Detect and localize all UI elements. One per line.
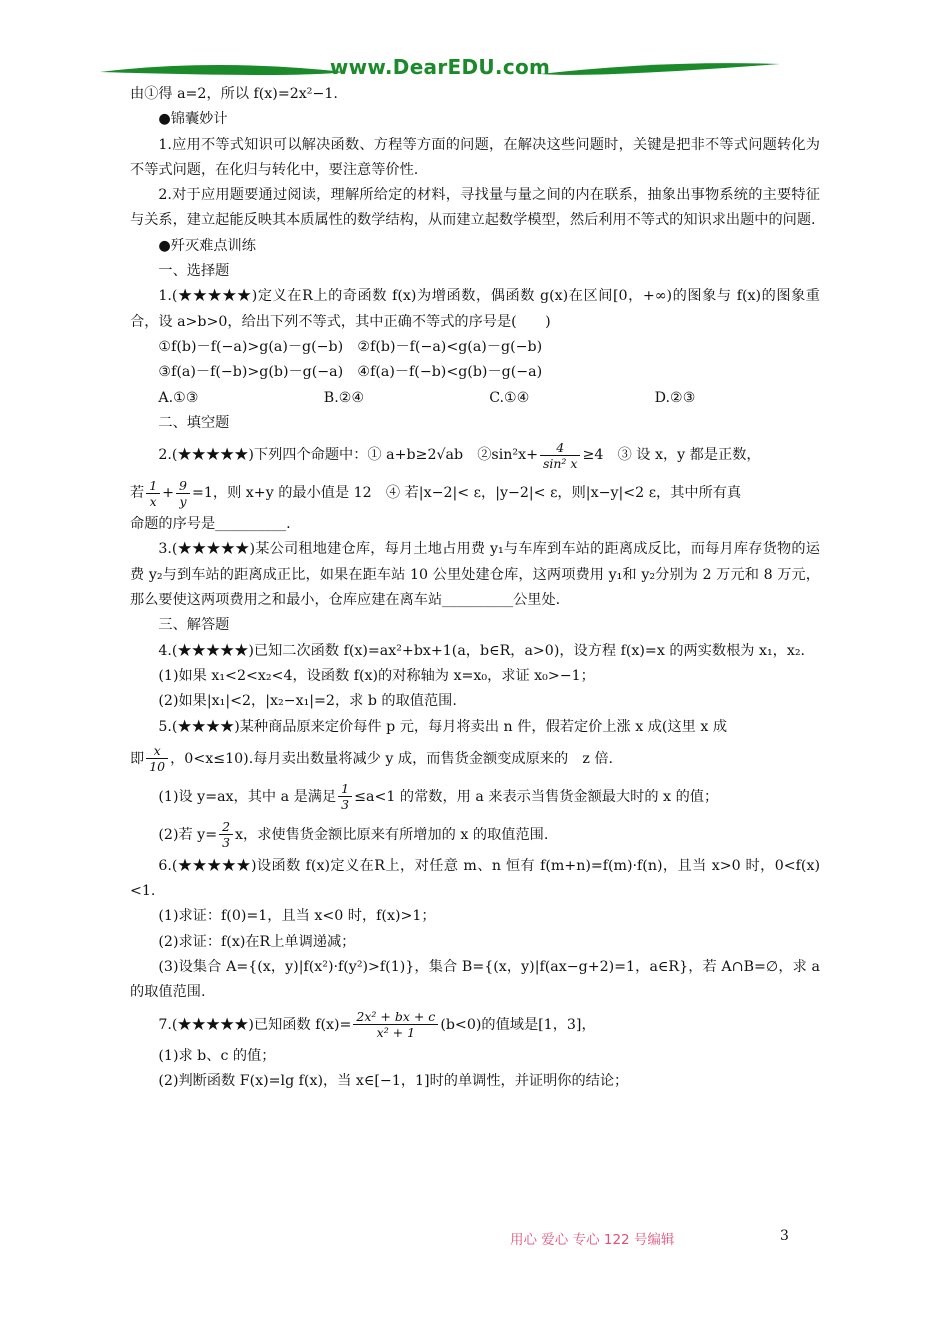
document-body (130, 82, 820, 1094)
question-5-part: (2)若 y= $\frac{2}{3}$ x，求使售货金额比原来有所增加的 x 的取值范围. (158, 819, 549, 851)
page-number: 3 (780, 1228, 789, 1244)
question-5-line: 即 $\frac{x}{10}$ ，0<x≤10).每月卖出数量将减少 y 成，而售货金额变成原来的 z 倍. (130, 743, 614, 775)
question-2-line: 命题的序号是__________. (130, 516, 291, 533)
section-heading: ●歼灭难点训练 (158, 237, 256, 254)
footer-note: 用心 爱心 专心 122 号编辑 (510, 1232, 675, 1248)
text-line: 由①得 a=2，所以 f(x)=2x²−1. (130, 86, 338, 102)
question-3: 3.(★★★★★)某公司租地建仓库，每月土地占用费 y₁与车库到车站的距离成反比，而每月库存货物的运费 y₂与到车站的距离成正比，如果在距车站 10 公里处建仓库，这两项费用 y₁和 y₂分别为 2 万元和 8 万元，那么要使这两项费用之和最小，仓库应建在离车站__________公里处. (130, 541, 820, 609)
question-2-line (130, 436, 820, 474)
fraction: $\frac{2}{3}$ (219, 819, 233, 850)
choice-a: A.①③ (158, 389, 199, 406)
paragraph: 1.应用不等式知识可以解决函数、方程等方面的问题，在解决这些问题时，关键是把非不等式问题转化为不等式问题，在化归与转化中，要注意等价性. (130, 136, 820, 178)
fraction: $\frac{\text{2x² + bx + c}}{\text{x² + 1}}$ (353, 1009, 438, 1040)
fraction: $\frac{9}{y}$ (176, 478, 190, 509)
q2-text: 2.(★★★★★)下列四个命题中：① a+b≥2√ab ②sin²x+ (158, 447, 538, 464)
subsection-heading: 二、填空题 (158, 414, 230, 431)
question-1: 1.(★★★★★)定义在R上的奇函数 f(x)为增函数，偶函数 g(x)在区间[0，+∞)的图象与 f(x)的图象重合，设 a>b>0，给出下列不等式，其中正确不等式的序号是( ) (130, 288, 820, 330)
question-6-part: (1)求证：f(0)=1，且当 x<0 时，f(x)>1； (158, 908, 436, 925)
question-2-line: 若 $\frac{1}{x}$ + $\frac{9}{y}$ =1，则 x+y 的最小值是 12 ④ 若|x−2|< ε，|y−2|< ε，则|x−y|<2 ε，其中所有真 (130, 477, 742, 509)
question-7: 7.(★★★★★)已知函数 f(x)= $\frac{\text{2x² + bx + c}}{\text{x² + 1}}$ (b<0)的值域是[1，3]， (158, 1009, 596, 1041)
choice-d: D.②③ (654, 389, 696, 406)
question-1-choices (130, 386, 820, 411)
question-6-part: (2)求证：f(x)在R上单调递减； (158, 933, 356, 950)
question-1-statement: ③f(a)－f(−b)>g(b)－g(−a) ④f(a)－f(−b)<g(b)－g(−a) (158, 364, 543, 381)
fraction: $\frac{1}{3}$ (338, 781, 352, 812)
q2-text: ≥4 ③ 设 x，y 都是正数， (582, 447, 761, 464)
question-4: 4.(★★★★★)已知二次函数 f(x)=ax²+bx+1(a，b∈R，a>0)，设方程 f(x)=x 的两实数根为 x₁，x₂. (158, 642, 806, 659)
subsection-heading: 三、解答题 (158, 617, 230, 634)
choice-b: B.②④ (323, 389, 365, 406)
question-6-part: (3)设集合 A={(x，y)|f(x²)·f(y²)>f(1)}，集合 B={(x，y)|f(ax−g+2)=1，a∈R}，若 A∩B=∅，求 a 的取值范围. (130, 959, 820, 1001)
section-heading: ●锦囊妙计 (158, 111, 228, 128)
question-4-part: (2)如果|x₁|<2，|x₂−x₁|=2，求 b 的取值范围. (158, 693, 457, 710)
subsection-heading: 一、选择题 (158, 263, 230, 280)
question-7-part: (1)求 b、c 的值； (158, 1047, 276, 1064)
fraction: $\frac{1}{x}$ (146, 478, 160, 509)
fraction: $\frac{x}{10}$ (146, 743, 168, 774)
choice-c: C.①④ (489, 389, 530, 406)
question-4-part: (1)如果 x₁<2<x₂<4，设函数 f(x)的对称轴为 x=x₀，求证 x₀>−1； (158, 667, 595, 684)
paragraph: 2.对于应用题要通过阅读，理解所给定的材料，寻找量与量之间的内在联系，抽象出事物系统的主要特征与关系，建立起能反映其本质属性的数学结构，从而建立起数学模型，然后利用不等式的知识求出题中的问题. (130, 187, 820, 229)
question-5-part: (1)设 y=ax，其中 a 是满足 $\frac{1}{3}$ ≤a<1 的常数，用 a 来表示当售货金额最大时的 x 的值； (158, 781, 719, 813)
site-logo[interactable]: www.DearEDU.com (329, 55, 551, 79)
question-6: 6.(★★★★★)设函数 f(x)定义在R上，对任意 m、n 恒有 f(m+n)=f(m)·f(n)，且当 x>0 时，0<f(x)<1. (130, 857, 820, 900)
question-1-statement: ①f(b)－f(−a)>g(a)－g(−b) ②f(b)－f(−a)<g(a)－g(−b) (158, 338, 543, 355)
question-7-part: (2)判断函数 F(x)=lg f(x)，当 x∈[−1，1]时的单调性，并证明你的结论； (158, 1072, 629, 1089)
question-5: 5.(★★★★)某种商品原来定价每件 p 元，每月将卖出 n 件，假若定价上涨 x 成(这里 x 成 (158, 718, 728, 735)
fraction: $\frac{4}{\text{sin² x}}$ (540, 440, 581, 471)
